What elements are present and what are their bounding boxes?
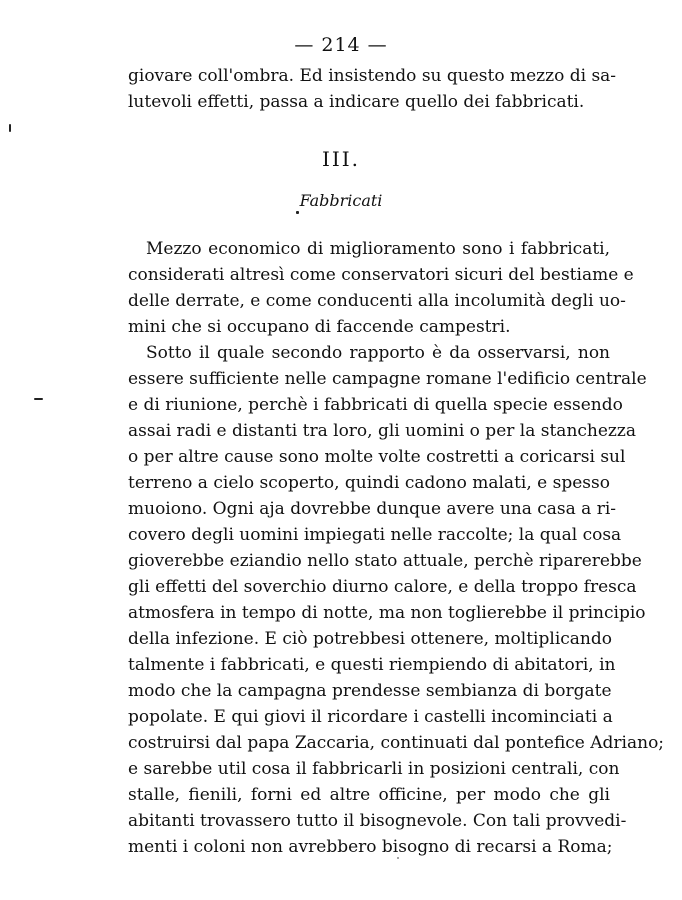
margin-speck [397, 857, 399, 859]
body-text [128, 236, 665, 860]
text-line: o per altre cause sono molte volte costretti a coricarsi sul [128, 447, 626, 467]
text-line: delle derrate, e come conducenti alla incolumità degli uo- [128, 291, 626, 311]
text-line: stalle, fienili, forni ed altre officine, per modo che gli [128, 785, 610, 805]
text-line: giovare coll'ombra. Ed insistendo su questo mezzo di sa- [128, 66, 617, 86]
text-line: modo che la campagna prendesse sembianza di borgate [128, 681, 612, 701]
text-line: della infezione. E ciò potrebbesi ottenere, moltiplicando [128, 629, 612, 649]
text-line: terreno a cielo scoperto, quindi cadono malati, e spesso [128, 473, 610, 493]
margin-speck [296, 211, 299, 214]
text-line: considerati altresì come conservatori sicuri del bestiame e [128, 265, 634, 285]
text-line: e di riunione, perchè i fabbricati di quella specie essendo [128, 395, 623, 415]
text-line: lutevoli effetti, passa a indicare quello dei fabbricati. [128, 92, 585, 112]
text-line: muoiono. Ogni aja dovrebbe dunque avere una casa a ri- [128, 499, 617, 519]
margin-speck [9, 124, 11, 132]
text-line: e sarebbe util cosa il fabbricarli in posizioni centrali, con [128, 759, 620, 779]
text-line: assai radi e distanti tra loro, gli uomini o per la stanchezza [128, 421, 636, 441]
text-line: essere sufficiente nelle campagne romane l'edificio centrale [128, 369, 647, 389]
margin-speck [34, 398, 43, 400]
page-number: — 214 — [294, 34, 388, 56]
text-line: Mezzo economico di miglioramento sono i fabbricati, [146, 239, 610, 259]
text-line: gioverebbe eziandio nello stato attuale, perchè riparerebbe [128, 551, 642, 571]
section-title: Fabbricati [299, 191, 383, 210]
section-number: III. [321, 147, 361, 171]
text-line: Sotto il quale secondo rapporto è da osservarsi, non [146, 343, 610, 363]
text-line: mini che si occupano di faccende campestri. [128, 317, 511, 337]
text-line: talmente i fabbricati, e questi riempiendo di abitatori, in [128, 655, 616, 675]
text-line: covero degli uomini impiegati nelle raccolte; la qual cosa [128, 525, 622, 545]
text-line: menti i coloni non avrebbero bisogno di recarsi a Roma; [128, 837, 613, 857]
text-line: atmosfera in tempo di notte, ma non toglierebbe il principio [128, 603, 646, 623]
opening-paragraph [128, 63, 617, 115]
text-line: gli effetti del soverchio diurno calore, e della troppo fresca [128, 577, 637, 597]
text-line: abitanti trovassero tutto il bisognevole. Con tali provvedi- [128, 811, 627, 831]
text-line: popolate. E qui giovi il ricordare i castelli incominciati a [128, 707, 613, 727]
text-line: costruirsi dal papa Zaccaria, continuati dal pontefice Adriano; [128, 733, 665, 753]
